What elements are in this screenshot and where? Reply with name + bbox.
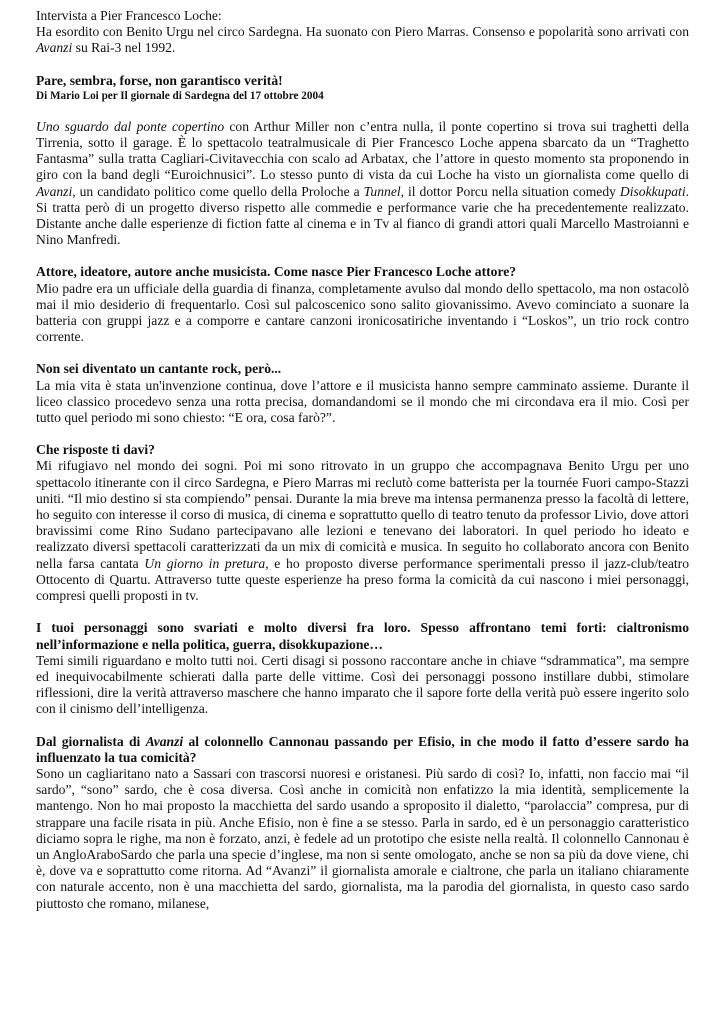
- lead-avanzi-em: Avanzi: [36, 183, 73, 199]
- answer-5: Sono un cagliaritano nato a Sassari con trascorsi nuoresi e oristanesi. Più sardo di così? Io, infatti, non faccio mai “il sardo”, “sono” sardo, che è cosa diversa. Così anche in comicità non enfatizzo la mia identità, semplicemente la mantengo. Non ho mai proposto la macchietta del sardo usando a sproposito il dialetto, “parolaccia” compresa, pur di strappare una facile risata in più. Anche Efisio, non è fine a se stesso. Parla in sardo, ed è un personaggio caratteristico diciamo sopra le righe, ma non è forzato, anzi, è fedele ad un prototipo che esiste nella realtà. Il colonnello Cannonau è un AngloAraboSardo che parla una specie d’inglese, ma non si sente omologato, anche se non sa più da dove viene, chi è, dove va e soprattutto come ritorna. Ad “Avanzi” il giornalista amorale e cialtrone, che parla un italiano chiaramente con naturale accento, non è una macchietta del sardo, giornalista, ma la parodia del giornalista, in questo caso sardo piuttosto che romano, milanese,: [36, 765, 689, 911]
- lead-title-em: Uno sguardo dal ponte copertino: [36, 118, 225, 134]
- qa-item-1: [36, 264, 689, 345]
- answer-1: Mio padre era un ufficiale della guardia di finanza, completamente avulso dal mondo dello spettacolo, ma non ostacolò mai il mio desiderio di frequentarlo. Così sul palcoscenico sono salito giovanissimo. Avevo cominciato a suonare la batteria con gruppi jazz e a comporre e cantare canzoni ironicosatiriche inventando i “Loskos”, un trio rock contro corrente.: [36, 280, 689, 345]
- lead-paragraph-block: [36, 119, 689, 249]
- question-5-text-a: Dal giornalista di: [36, 733, 146, 749]
- article-title: Pare, sembra, forse, non garantisco verità!: [36, 72, 283, 88]
- answer-3-farsa-title: Un giorno in pretura: [144, 555, 266, 571]
- lead-tunnel-em: Tunnel: [363, 183, 401, 199]
- intro-summary-text-b: su Rai-3 nel 1992.: [72, 40, 176, 56]
- answer-3-text-b: , e ho proposto diverse performance sperimentali presso il jazz-club/teatro Ottocento di Quartu. Attraverso tutte queste esperienze ha preso forma la comicità da cui nascono i miei personaggi, compresi quelli proposti in tv.: [36, 555, 690, 604]
- question-2: Non sei diventato un cantante rock, però...: [36, 361, 282, 377]
- qa-item-4: [36, 620, 689, 717]
- lead-text-1: con Arthur Miller non c’entra nulla, il ponte copertino si trova sui traghetti della Tirrenia, sotto il garage. È lo spettacolo teatralmusicale di Pier Francesco Loche appena sbarcato da un “Traghetto Fantasma” sulla tratta Cagliari-Civitavecchia con scalo ad Arbatax, che l’attore in questo momento sta proponendo in giro con la band degli “Euroichnusici”. Lo stesso punto di vista da cui Loche ha visto un giornalista come quello di: [36, 118, 689, 183]
- answer-3-text-a: Mi rifugiavo nel mondo dei sogni. Poi mi sono ritrovato in un gruppo che accompagnava Benito Urgu per uno spettacolo itinerante con il circo Sardegna, e Piero Marras mi reclutò come batterista per la tournée Fuori campo-Stazzi uniti. “Il mio destino si sta compiendo” pensai. Durante la mia breve ma intensa permanenza presso la facoltà di lettere, ho seguito con interesse il corso di musica, di cinema e soprattutto quello di teatro tenuto da professor Livio, dove attori bravissimi come Rino Sudano partecipavano alle lezioni e tenevano dei laboratori. In quel periodo ho ideato e realizzato diversi spettacoli caratterizzati da un mix di comicità e musica. In seguito ho collaborato ancora con Benito nella farsa cantata: [36, 458, 689, 571]
- lead-text-4: . Si tratta però di un progetto diverso rispetto alle commedie e performance varie che ha precedentemente realizzato. Distante anche dalle esperienze di fiction fatte al cinema e in Tv al fianco di grandi attori quali Marcello Mastroianni e Nino Manfredi.: [36, 183, 690, 248]
- qa-item-3: [36, 442, 689, 604]
- question-1: Attore, ideatore, autore anche musicista. Come nasce Pier Francesco Loche attore?: [36, 264, 517, 280]
- document-page: [36, 8, 689, 928]
- lead-text-2: , un candidato politico come quello della Proloche a: [72, 183, 364, 199]
- intro-block: [36, 8, 689, 57]
- intro-summary: [36, 24, 689, 56]
- question-5-text-b: al colonnello Cannonau passando per Efisio, in che modo il fatto d’essere sardo ha influenzato la tua comicità?: [36, 733, 689, 765]
- question-3: Che risposte ti davi?: [36, 442, 155, 458]
- intro-summary-text-a: Ha esordito con Benito Urgu nel circo Sardegna. Ha suonato con Piero Marras. Consenso e popolarità sono arrivati con: [36, 24, 689, 40]
- question-4: I tuoi personaggi sono svariati e molto diversi fra loro. Spesso affrontano temi forti: cialtronismo nell’informazione e nella politica, guerra, disokkupazione…: [36, 620, 689, 652]
- lead-text-3: , il dottor Porcu nella situation comedy: [400, 183, 620, 199]
- qa-item-5: [36, 734, 689, 912]
- intro-heading: Intervista a Pier Francesco Loche:: [36, 8, 222, 23]
- answer-2: La mia vita è stata un'invenzione continua, dove l’attore e il musicista hanno sempre camminato assieme. Durante il liceo classico procedevo senza una rotta precisa, domandandomi se il mondo che mi circondava era il mio. Così per tutto quel periodo mi sono chiesto: “E ora, cosa farò?”.: [36, 377, 689, 426]
- article-byline: Di Mario Loi per Il giornale di Sardegna del 17 ottobre 2004: [36, 89, 324, 102]
- answer-3: [36, 458, 689, 604]
- lead-paragraph: [36, 119, 689, 249]
- article-header: [36, 73, 689, 103]
- question-5: [36, 734, 689, 766]
- question-5-avanzi-em: Avanzi: [145, 733, 184, 749]
- answer-4: Temi simili riguardano e molto tutti noi. Certi disagi si possono raccontare anche in chiave “sdrammatica”, ma sempre ed inequivocabilmente schierati dalla parte delle vittime. Così dei personaggi possono instillare dubbi, stimolare riflessioni, dire la verità attraverso maschere che hanno imparato che il sapore forte della verità può essere ingerito solo con il cinismo dell’intelligenza.: [36, 652, 689, 717]
- lead-disokkupati-em: Disokkupati: [619, 183, 686, 199]
- intro-summary-show-title: Avanzi: [36, 40, 73, 56]
- qa-item-2: [36, 361, 689, 426]
